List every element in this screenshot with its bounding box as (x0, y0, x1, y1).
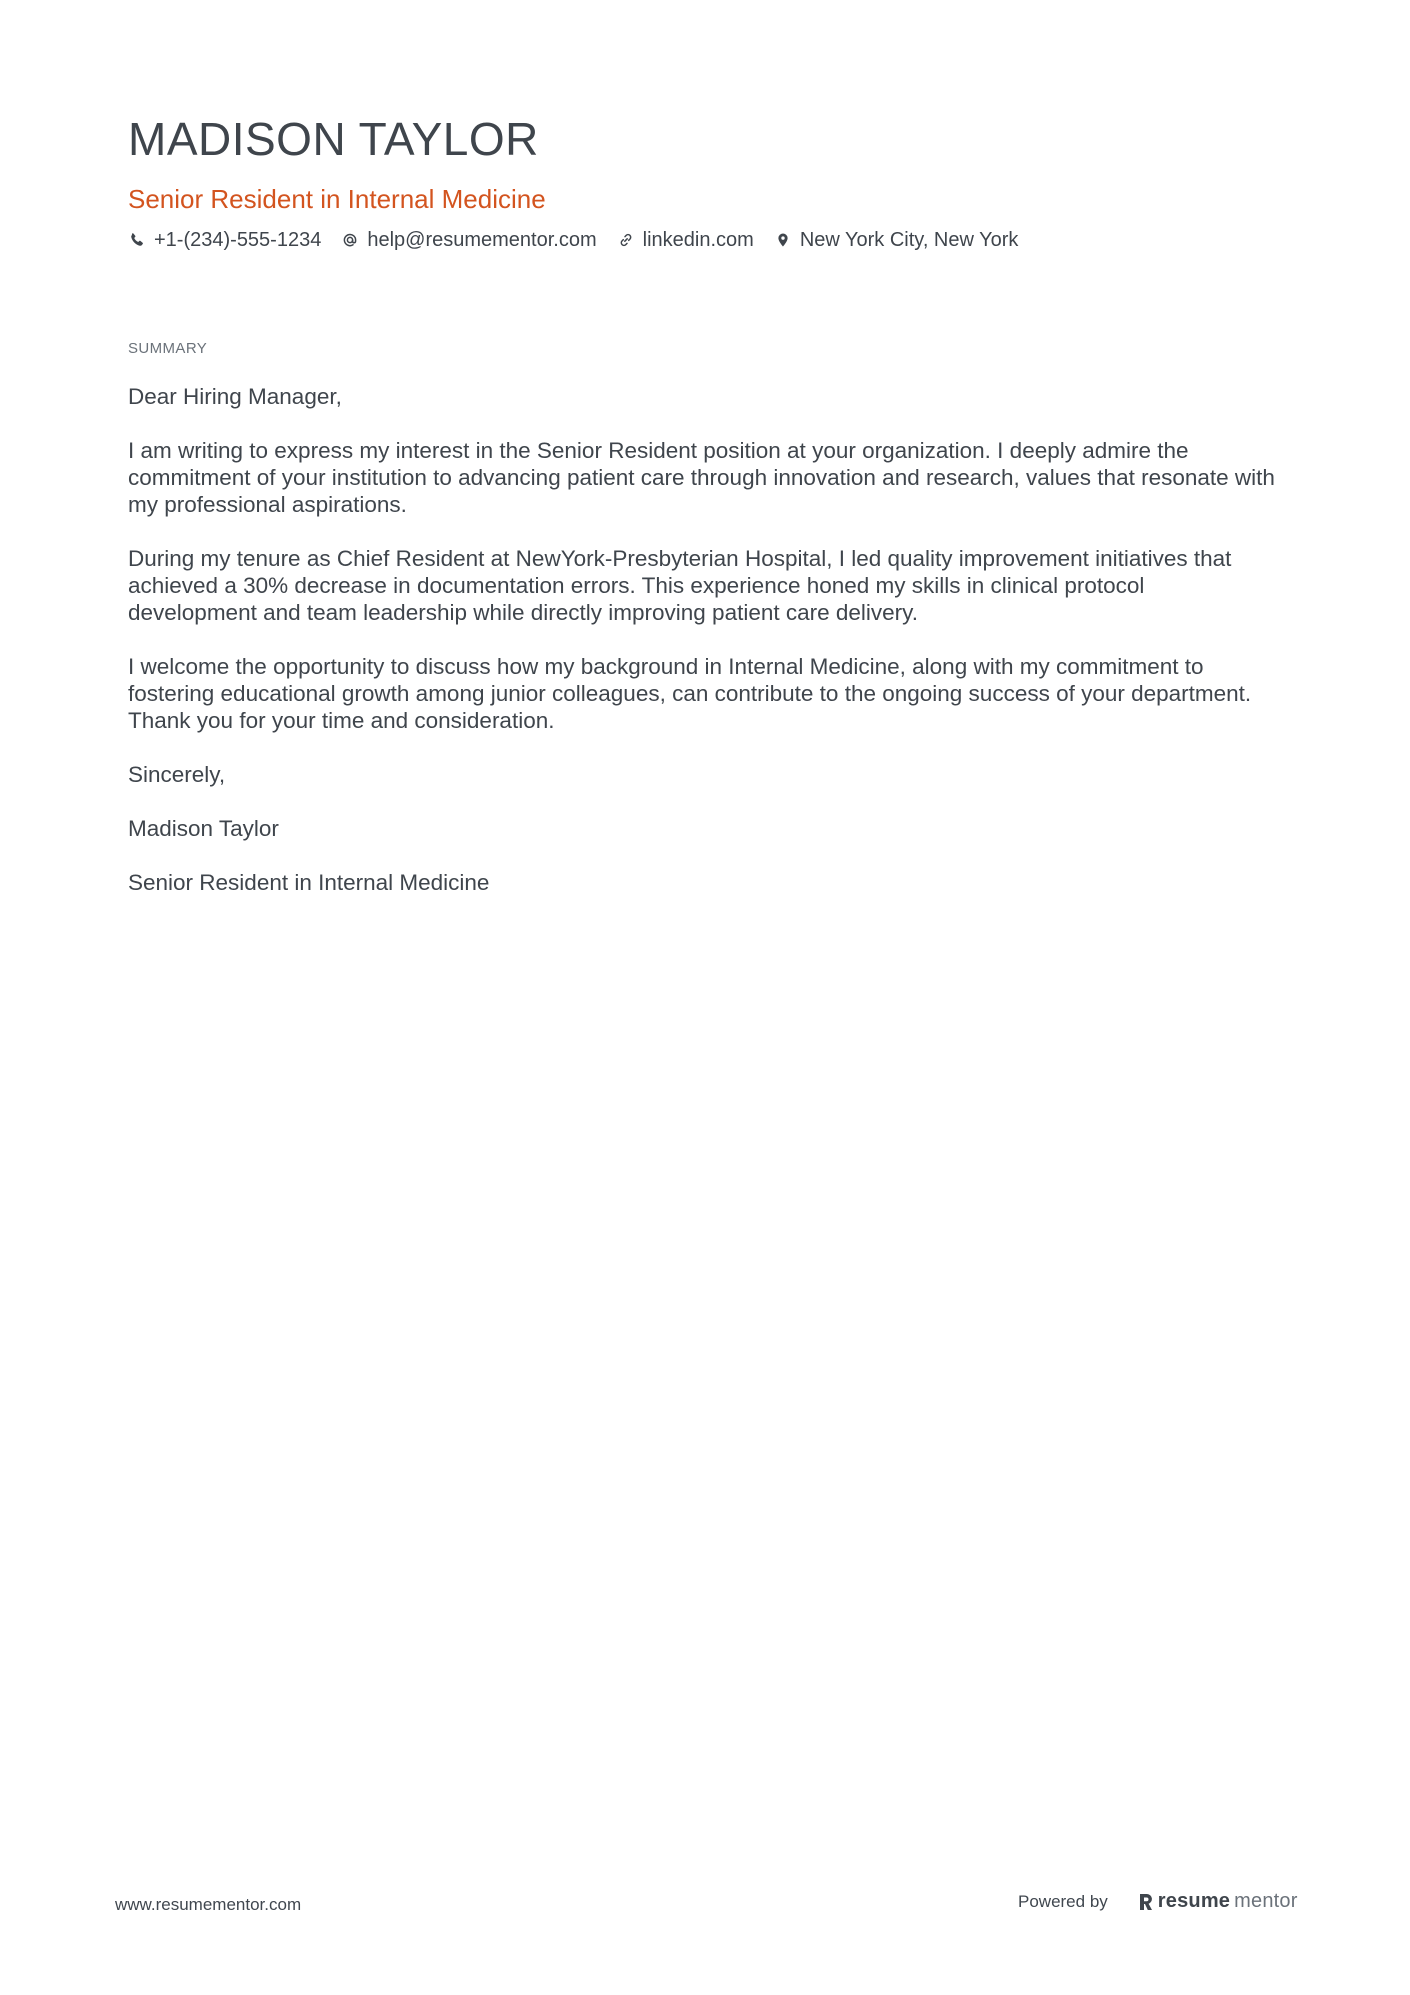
powered-by-label: Powered by (1018, 1891, 1108, 1911)
signature-title: Senior Resident in Internal Medicine (128, 870, 490, 895)
footer-branding (1018, 1890, 1298, 1913)
contact-phone-text: +1-(234)-555-1234 (154, 229, 322, 251)
section-heading-summary: SUMMARY (128, 340, 208, 357)
phone-icon (128, 231, 146, 249)
salutation: Dear Hiring Manager, (128, 384, 342, 409)
brand-name-light: mentor (1234, 1890, 1298, 1912)
contact-phone (128, 228, 321, 252)
at-icon (341, 231, 359, 249)
contact-email[interactable] (341, 228, 596, 252)
contact-location (774, 228, 1019, 252)
letter-body (128, 383, 1278, 923)
closing: Sincerely, (128, 762, 226, 787)
brand-logo[interactable] (1138, 1890, 1298, 1913)
link-icon (617, 231, 635, 249)
contact-email-text: help@resumementor.com (367, 229, 597, 251)
brand-name-bold: resume (1157, 1890, 1231, 1912)
applicant-name: MADISON TAYLOR (128, 113, 539, 165)
contact-linkedin[interactable] (617, 228, 754, 252)
signature-name: Madison Taylor (128, 816, 279, 841)
letter-paragraph: I welcome the opportunity to discuss how my background in Internal Medicine, along with my commitment to fostering educational growth among junior colleagues, can contribute to the ongoing success of your department. Thank you for your time and consideration. (128, 654, 1252, 733)
footer-website-link[interactable]: www.resumementor.com (115, 1895, 302, 1914)
contact-bar (128, 228, 1018, 252)
resumementor-logo-icon (1138, 1892, 1154, 1912)
contact-location-text: New York City, New York (799, 229, 1019, 251)
letter-paragraph: I am writing to express my interest in the Senior Resident position at your organization. I deeply admire the commitment of your institution to advancing patient care through innovation and research, values that resonate with my professional aspirations. (128, 438, 1275, 517)
applicant-title: Senior Resident in Internal Medicine (128, 184, 546, 214)
location-pin-icon (774, 231, 792, 249)
contact-linkedin-text: linkedin.com (642, 229, 754, 251)
letter-paragraph: During my tenure as Chief Resident at NewYork-Presbyterian Hospital, I led quality improvement initiatives that achieved a 30% decrease in documentation errors. This experience honed my skills in clinical protocol development and team leadership while directly improving patient care delivery. (128, 546, 1232, 625)
